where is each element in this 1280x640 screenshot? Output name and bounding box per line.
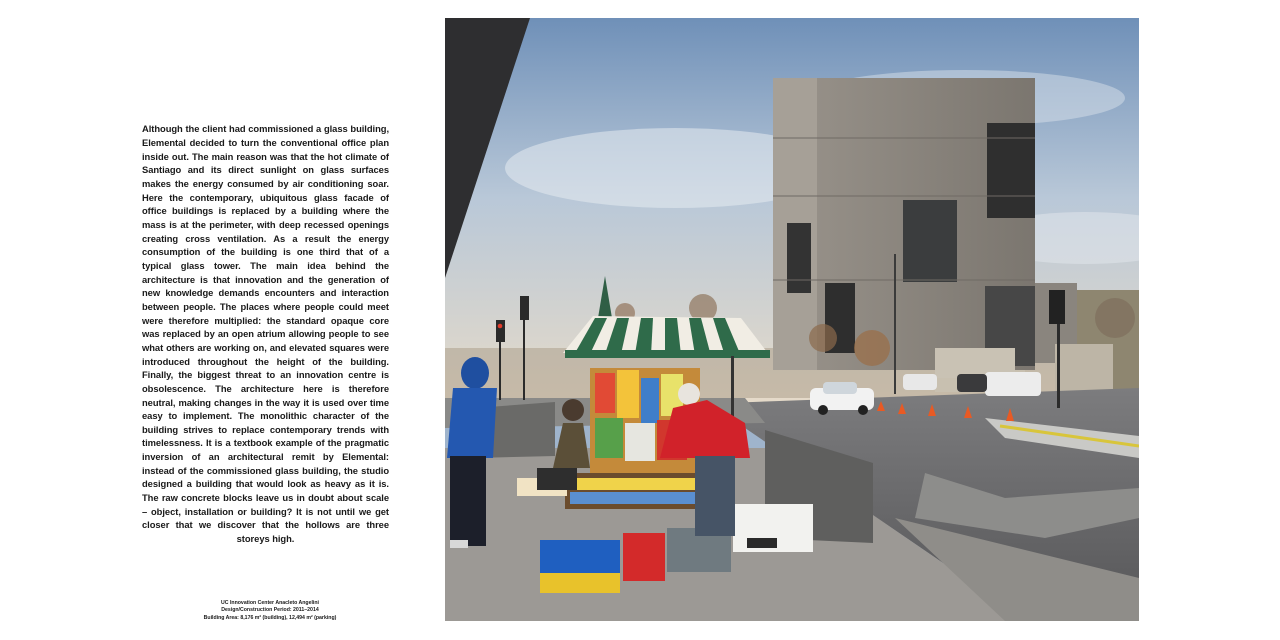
tree xyxy=(1095,298,1135,338)
red-crate xyxy=(623,533,665,581)
caption-period: Design/Construction Period: 2011–2014 xyxy=(221,607,319,614)
caption-project-name: UC Innovation Center Anacleto Angelini xyxy=(221,600,319,606)
parked-van xyxy=(985,372,1041,396)
body-text: Although the client had commissioned a glass building, Elemental decided to turn the conventional office plan inside out. The main reason was that the hot climate of Santiago and its direct sunlight on glass surfaces makes the energy consumed by air conditioning soar. Here the contemporary, ubiquitous glass facade of office buildings is replaced by a building where the mass is at the perimeter, with deep recessed openings creating cross ventilation. As a result the energy consumption of the building is one third that of a typical glass tower. The main idea behind the architecture is that innovation and the generation of new knowledge demands encounters and interaction between people. The places where people could meet were therefore multiplied: the standard opaque core was replaced by an open atrium allowing people to see what others are working on, and elevated squares were introduced throughout the height of the building. Finally, the biggest threat to an innovation centre is obsolescence. The architecture here is therefore neutral, making changes in the way it is used over time easy to implement. The monolithic character of the building strives to replace contemporary trends with timelessness. It is a textbook example of the pragmatic inversion of an architectural remit by Elemental: instead of the commissioned glass building, the studio designed a building that would look as heavy as it is. The raw concrete blocks leave us in doubt about scale – object, installation or building? It is not until we get closer that we discover that the hollows are three storeys high. xyxy=(142,123,389,545)
traffic-light xyxy=(520,296,529,320)
parked-car xyxy=(957,374,987,392)
traffic-light xyxy=(1049,290,1065,324)
tree xyxy=(809,324,837,352)
caption-area: Building Area: 8,176 m² (building), 12,494 m² (parking) xyxy=(203,614,337,621)
traffic-light xyxy=(496,320,505,342)
tree xyxy=(854,330,890,366)
architecture-photo xyxy=(445,18,1139,621)
photo-caption xyxy=(180,600,360,622)
parked-car xyxy=(903,374,937,390)
